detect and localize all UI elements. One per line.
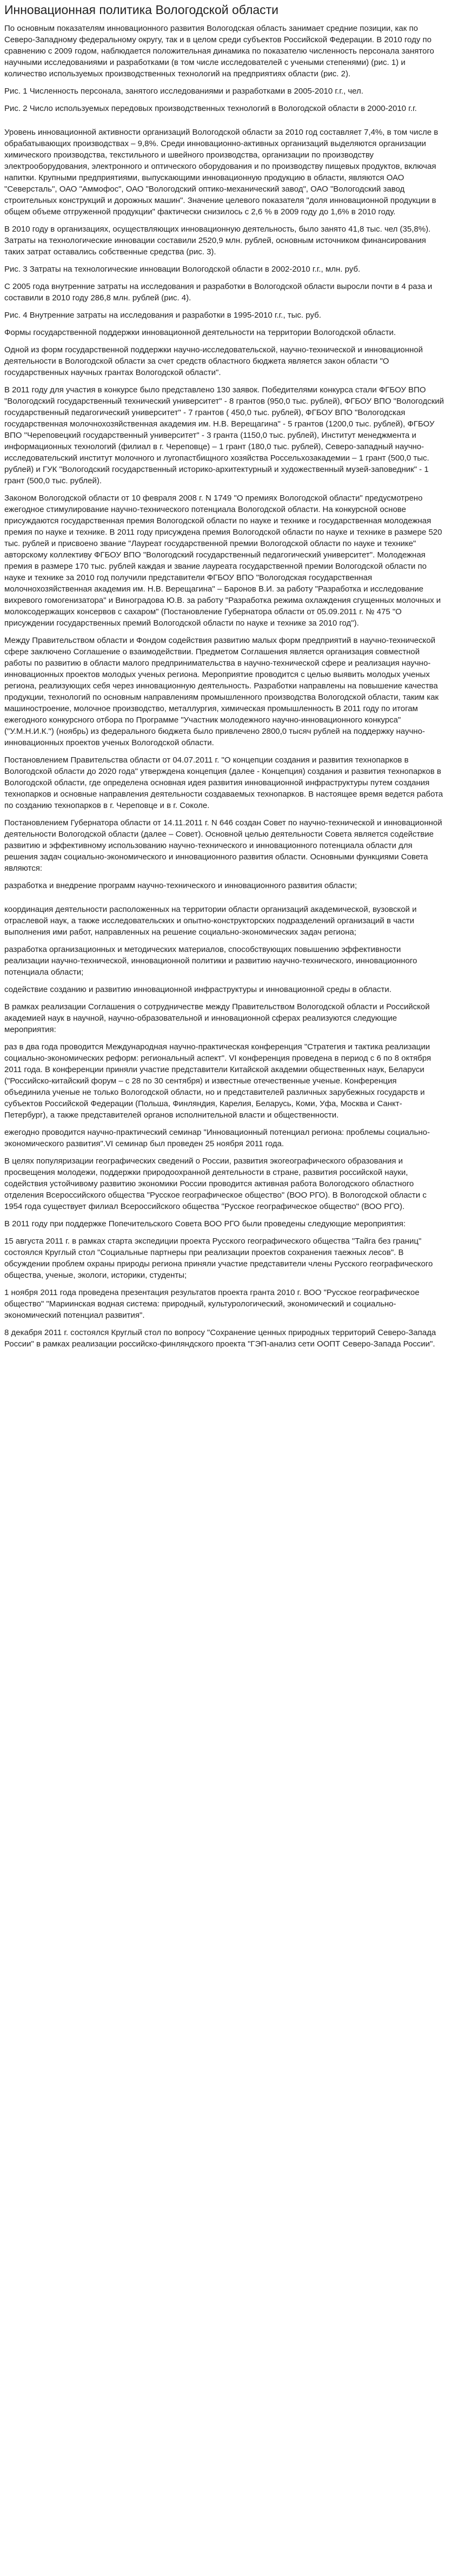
page-title: Инновационная политика Вологодской области [4, 3, 279, 17]
paragraph-technoparks: Постановлением Правительства области от 04.07.2011 г. "О концепции создания и развития технопарков в Вологодской области до 2020 года" утверждена концепция (далее - Концепция) создания и развития технопарков в Вологодской области, где определена основная идея развития инновационной инфраструктуры путем создания технопарков и основные направления деятельности создаваемых технопарков. В настоящее время ведется работа по созданию технопарков в г. Череповце и в г. Соколе. [4, 755, 443, 810]
paragraph-grants-2011: В 2011 году для участия в конкурсе было представлено 130 заявок. Победителями конкурса стали ФГБОУ ВПО "Вологодский государственный технический университет" - 8 грантов (950,0 тыс. рублей), ФГБОУ ВПО "Вологодский государственный педагогический университет" - 7 грантов ( 450,0 тыс. рублей), ФГБОУ ВПО "Вологодская государственная молочнохозяйственная академия им. Н.В. Верещагина" - 5 грантов (1200,0 тыс. рублей), ФГБОУ ВПО "Череповецкий государственный университет" - 3 гранта (1150,0 тыс. рублей), Институт менеджмента и информационных технологий (филиал в г. Череповце) – 1 грант (180,0 тыс. рублей), Северо-западный научно-исследовательский институт молочного и лугопастбищного хозяйства Россельхозакадемии – 1 грант (500,0 тыс. рублей) и ГУК "Вологодский государственный историко-архитектурный и художественный музей-заповедник" - 1 грант (500,0 тыс. рублей). [4, 385, 444, 485]
list-item-council-function: разработка и внедрение программ научно-технического и инновационного развития области; [4, 881, 357, 890]
list-item-rgo-event: 1 ноября 2011 года проведена презентация результатов проекта гранта 2010 г. ВОО "Русское географическое общество" "Мариинская водная система: природный, культурологический, экономический и социально-экономический потенциал развития". [4, 1288, 420, 1320]
paragraph-grants-law: Одной из форм государственной поддержки научно-исследовательской, научно-технической и инновационной деятельности в Вологодской области за счет средств областного бюджета является закон области "О государственных научных грантах Вологодской области". [4, 345, 423, 377]
paragraph-prizes-law: Законом Вологодской области от 10 февраля 2008 г. N 1749 "О премиях Вологодской области" предусмотрено ежегодное стимулирование научно-технического потенциала Вологодской области. На конкурсной основе присуждаются государственная премия Вологодской области по науке и технике и государственная молодежная премия по науке и технике. В 2011 году присуждена премия Вологодской области по науке и технике в размере 520 тыс. рублей и присвоено звание "Лауреат государственной премии Вологодской области по науке и технике" авторскому коллективу ФГБОУ ВПО "Вологодский государственный педагогический университет". Молодежная премия в размере 170 тыс. рублей каждая и звание лауреата государственной премии Вологодской области по науке и технике за 2010 год получили представители ФГБОУ ВПО "Вологодская государственная молочнохозяйственная академия им. Н.В. Верещагина" – Баронов В.И. за работу "Разработка и исследование вихревого гомогенизатора" и Виноградова Ю.В. за работу "Разработка режима охлаждения сгущенных молочных и молоксодержащих консервов с сахаром" (Постановление Губернатора области от 05.09.2011 г. № 475 "О присуждении государственных премий Вологодской области по науке и технике за 2010 год"). [4, 494, 442, 628]
figure-caption-3: Рис. 3 Затраты на технологические инновации Вологодской области в 2002-2010 г.г., млн. руб. [4, 265, 361, 274]
spacer [4, 897, 444, 904]
paragraph-rgo-events: В 2011 году при поддержке Попечительского Совета ВОО РГО были проведены следующие мероприятия: [4, 1219, 406, 1228]
list-item-rgo-event: 15 августа 2011 г. в рамках старта экспедиции проекта Русского географического общества "Тайга без границ" состоялся Круглый стол "Социальные партнеры при реализации проектов сохранения таежных лесов". В обсуждении проблем охраны природы региона приняли участие представители члены Русского географического общества, ученые, экологи, историки, студенты; [4, 1237, 433, 1280]
paragraph-internal-costs: С 2005 года внутренние затраты на исследования и разработки в Вологодской области выросли почти в 4 раза и составили в 2010 году 286,8 млн. рублей (рис. 4). [4, 282, 433, 303]
paragraph-council: Постановлением Губернатора области от 14.11.2011 г. N 646 создан Совет по научно-технической и инновационной деятельности Вологодской области (далее – Совет). Основной целью деятельности Совета является содействие развитию и эффективному использованию научно-технического и инновационного потенциала области для решения задач социально-экономического и инновационного развития области. Основными функциями Совета являются: [4, 818, 442, 873]
paragraph-innovation-costs: В 2010 году в организациях, осуществляющих инновационную деятельность, было занято 41,8 тыс. чел (35,8%). Затраты на технологические инновации составили 2520,9 млн. рублей, основным источником финансирования таких затрат оставались собственные средства (рис. 3). [4, 225, 431, 257]
list-item-seminar: ежегодно проводится научно-практический семинар "Инновационный потенциал региона: проблемы социально-экономического развития".VI семинар был проведен 25 ноября 2011 года. [4, 1128, 430, 1148]
paragraph-intro: По основным показателям инновационного развития Вологодская область занимает средние позиции, как по Северо-Западному федеральному округу, так и в целом среди субъектов Российской Федерации. В 2010 году по сравнению с 2009 годом, наблюдается положительная динамика по показателю численность персонала занятого научными исследованиями и разработками (в том числе исследователей с учеными степенями) (рис. 1) и количество используемых производственных технологий на предприятиях области (рис. 2). [4, 24, 434, 78]
paragraph-innovation-activity: Уровень инновационной активности организаций Вологодской области за 2010 год составляет 7,4%, в том числе в обрабатывающих производствах – 9,8%. Среди инновационно-активных организаций выделяются организации химического производства, текстильного и швейного производства, организации по производству электрооборудования, электронного и оптического оборудования и по производству пищевых продуктов, включая напитки. Крупными предприятиями, выпускающими инновационную продукцию в области, являются ОАО "Северсталь", ОАО "Аммофос", ОАО "Вологодский оптико-механический завод", ОАО "Вологодский завод строительных конструкций и дорожных машин". Значение целевого показателя "доля инновационной продукции в общем объеме отгруженной продукции" фактически снизилось с 2,6 % в 2009 году до 1,6% в 2010 году. [4, 128, 439, 216]
list-item-rgo-event: 8 декабря 2011 г. состоялся Круглый стол по вопросу "Сохранение ценных природных территорий Северо-Запада России" в рамках реализации российско-финляндского проекта "ГЭП-анализ сети ООПТ Северо-Запада России". [4, 1328, 436, 1349]
figure-caption-4: Рис. 4 Внутренние затраты на исследования и разработки в 1995-2010 г.г., тыс. руб. [4, 311, 321, 320]
paragraph-ras-agreement: В рамках реализации Соглашения о сотрудничестве между Правительством Вологодской области и Российской академией наук в научной, научно-образовательной и инновационной сферах реализуются следующие мероприятия: [4, 1002, 430, 1034]
figure-caption-1: Рис. 1 Численность персонала, занятого исследованиями и разработками в 2005-2010 г.г., чел. [4, 87, 363, 96]
spacer [4, 120, 444, 127]
paragraph-geographic-society: В целях популяризации географических сведений о России, развития экогеографического образования и просвещения молодежи, поддержки природоохранной деятельности в стране, развития российской науки, содействия устойчивому развитию экономики России проводится активная работа Вологодского областного отделения Всероссийского общества "Русское географическое общество" (ВОО РГО). В Вологодской области с 1954 года существует филиал Всероссийского общества "Русское географическое общество" (ВОО РГО). [4, 1156, 427, 1211]
list-item-council-function: содействие созданию и развитию инновационной инфраструктуры и инновационной среды в области. [4, 985, 391, 994]
figure-caption-2: Рис. 2 Число используемых передовых производственных технологий в Вологодской области в 2000-2010 г.г. [4, 104, 417, 113]
list-item-conference: раз в два года проводится Международная научно-практическая конференция "Стратегия и тактика реализации социально-экономических реформ: региональный аспект". VI конференция проведена в период с 6 по 8 октября 2011 года. В конференции приняли участие представители Китайской академии общественных наук, Беларуси ("Российско-китайский форум – с 28 по 30 сентября) и известные отечественные ученые. Конференция объединила ученые не только Вологодской области, но и представителей различных зарубежных государств и субъектов Российской Федерации (Польша, Финляндия, Карелия, Беларусь, Коми, Уфа, Москва и Санкт-Петербург), а также представителей органов исполнительной власти и общественности. [4, 1042, 432, 1120]
paragraph-fund-agreement: Между Правительством области и Фондом содействия развитию малых форм предприятий в научно-технической сфере заключено Соглашение о взаимодействии. Предметом Соглашения является организация совместной работы по развитию в области малого предпринимательства в научно-технической сфере и реализация научно-инновационных проектов молодых ученых региона. Мероприятие проводится с целью выявить молодых ученых региона, реализующих себя через инновационную деятельность. Разработки направлены на повышение качества продукции, технологий по основным направлениям промышленного производства Вологодской области, таким как машиностроение, молочное производство, металлургия, химическая промышленность В 2011 году по итогам ежегодного конкурсного отбора по Программе "Участник молодежного научно-инновационного конкурса" ("У.М.Н.И.К.") (ноябрь) из федерального бюджета было привлечено 2800,0 тысяч рублей на поддержку научно-инновационных проектов ученых Вологодской области. [4, 636, 439, 747]
list-item-council-function: разработка организационных и методических материалов, способствующих повышению эффективности реализации научно-технической, инновационной политики и развитию научно-технического, инновационного потенциала области; [4, 945, 417, 977]
list-item-council-function: координация деятельности расположенных на территории области организаций академической, вузовской и отраслевой наук, а также исследовательских и опытно-конструкторских подразделений организаций в части выполнения ими работ, направленных на решение социально-экономических задач региона; [4, 905, 417, 937]
section-heading-support: Формы государственной поддержки инновационной деятельности на территории Вологодской области. [4, 328, 396, 337]
